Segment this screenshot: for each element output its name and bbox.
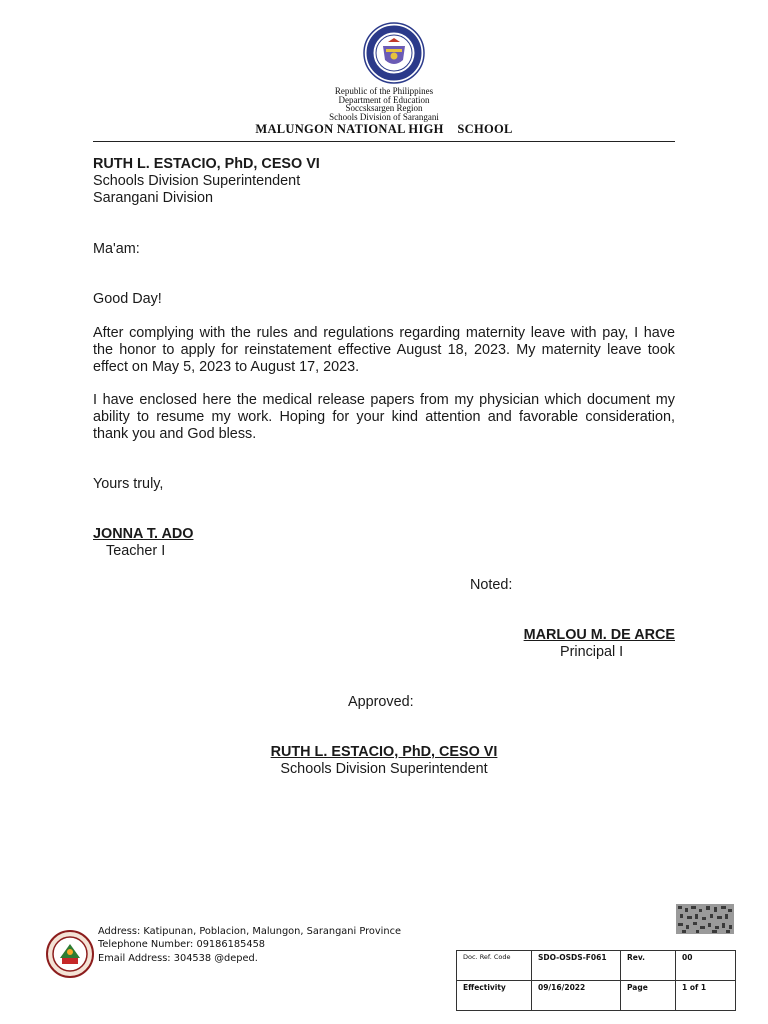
noted-name: MARLOU M. DE ARCE <box>523 627 675 643</box>
qr-code-icon <box>676 904 734 934</box>
noted-position: Principal I <box>560 644 624 660</box>
page-value: 1 of 1 <box>676 981 736 1011</box>
doc-ref-value: SDO-OSDS-F061 <box>532 951 621 981</box>
salutation: Ma'am: <box>93 241 140 257</box>
body-paragraph-1: After complying with the rules and regulations regarding maternity leave with pay, I have the honor to apply for reinstatement effective August 18, 2023. My maternity leave took effect on May 5, 2023 to August 17, 2023. <box>93 325 675 375</box>
body-paragraph-2: I have enclosed here the medical release papers from my physician which document my ability to resume my work. Hoping for your kind attention and favorable consideration, thank you and God bless. <box>93 392 675 442</box>
sender-name: JONNA T. ADO <box>93 526 194 542</box>
sender-position: Teacher I <box>106 543 166 559</box>
header-region: Soccsksargen Region <box>345 103 423 113</box>
table-row <box>457 981 736 1011</box>
header-department: Department of Education <box>338 94 430 105</box>
school-name: MALUNGON NATIONAL HIGH SCHOOL <box>255 122 513 136</box>
approved-name: RUTH L. ESTACIO, PhD, CESO VI <box>270 744 498 760</box>
document-reference-table <box>456 950 736 1011</box>
rev-label: Rev. <box>621 951 676 981</box>
addressee-name: RUTH L. ESTACIO, PhD, CESO VI <box>93 156 320 172</box>
footer-telephone: Telephone Number: 09186185458 <box>98 939 266 951</box>
header-republic: Republic of the Philippines <box>334 86 434 96</box>
effectivity-label: Effectivity <box>457 981 532 1011</box>
approved-position: Schools Division Superintendent <box>280 761 488 777</box>
approved-label: Approved: <box>348 694 414 710</box>
addressee-division: Sarangani Division <box>93 190 213 206</box>
closing: Yours truly, <box>93 476 164 492</box>
footer-email: Email Address: 304538 @deped. <box>98 952 258 964</box>
page-label: Page <box>621 981 676 1011</box>
header-divider <box>93 141 675 142</box>
school-logo-icon <box>46 930 94 978</box>
footer-contact <box>98 925 401 965</box>
table-row <box>457 951 736 981</box>
addressee-block <box>93 156 320 207</box>
greeting: Good Day! <box>93 291 162 307</box>
footer-address: Address: Katipunan, Poblacion, Malungon, Sarangani Province <box>98 926 402 937</box>
effectivity-value: 09/16/2022 <box>532 981 621 1011</box>
approved-block <box>184 744 584 778</box>
deped-seal-icon <box>363 22 425 84</box>
addressee-title: Schools Division Superintendent <box>93 173 301 189</box>
header-division: Schools Division of Sarangani <box>329 111 439 122</box>
noted-label: Noted: <box>470 577 513 593</box>
doc-ref-label: Doc. Ref. Code <box>457 951 532 981</box>
letterhead <box>200 87 568 137</box>
rev-value: 00 <box>676 951 736 981</box>
